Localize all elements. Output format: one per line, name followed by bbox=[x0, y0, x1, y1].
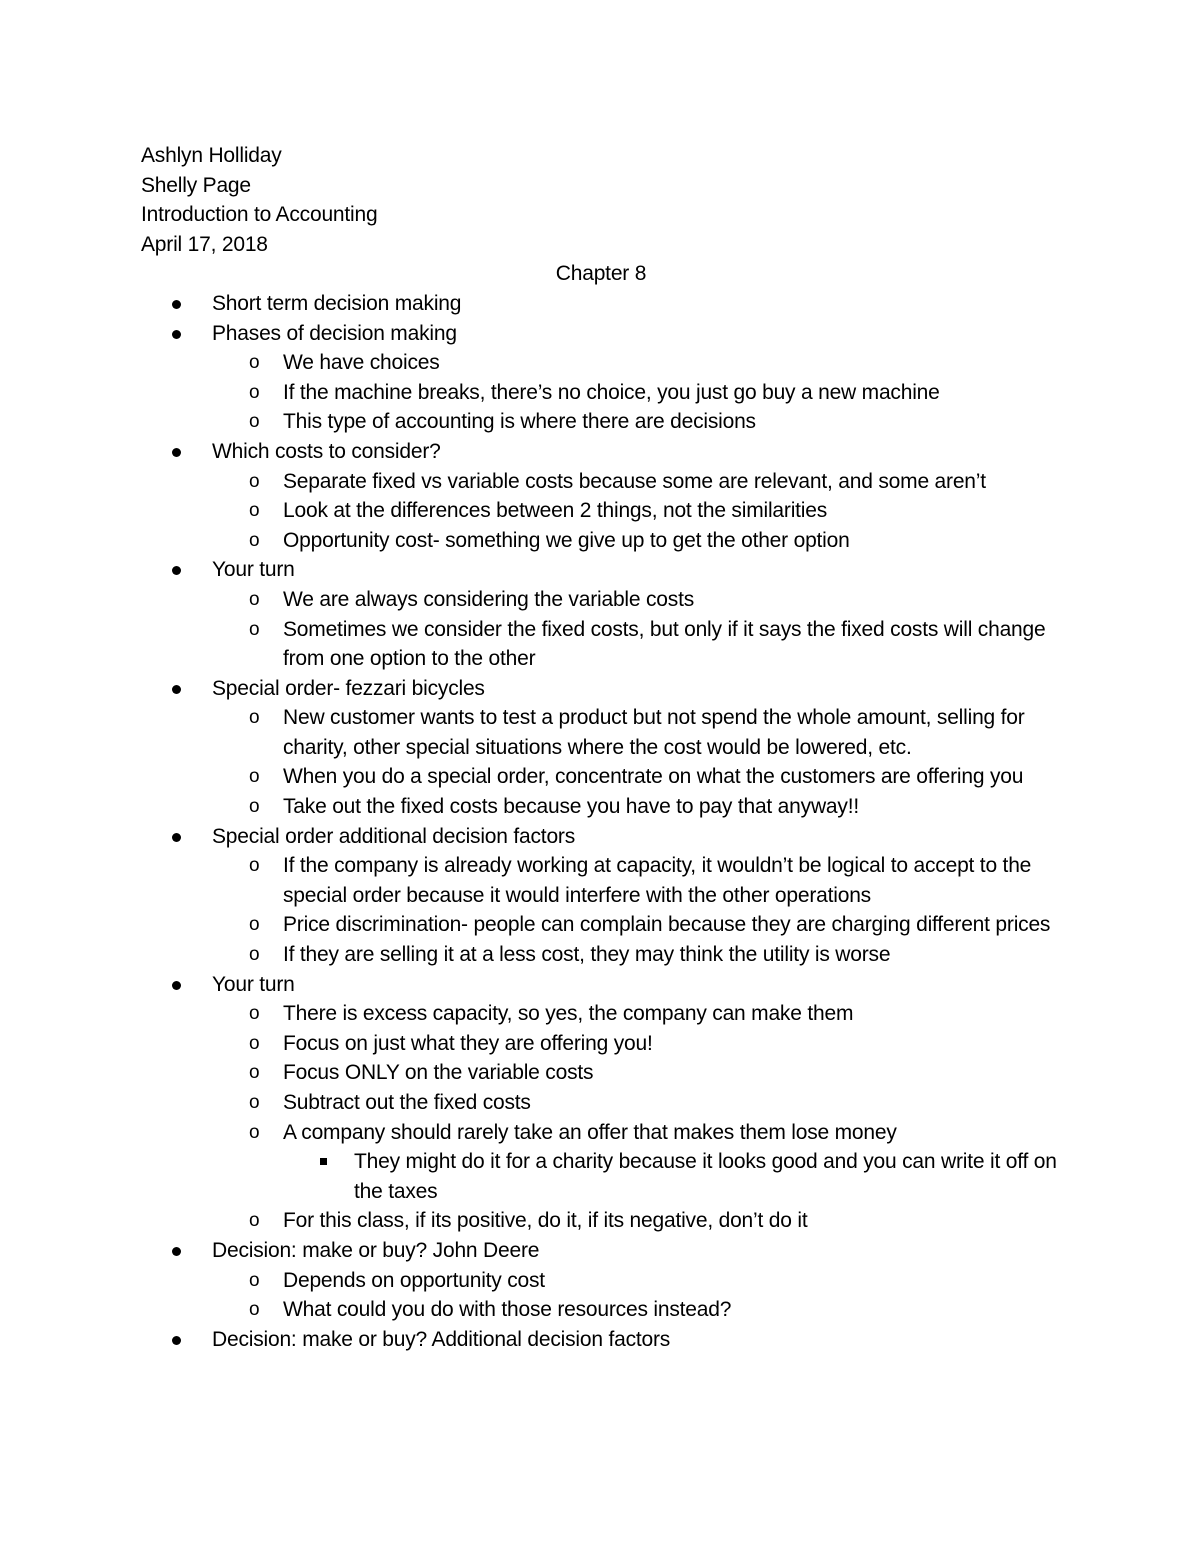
sub-bullet-item bbox=[212, 1029, 1061, 1059]
sub-bullet-item bbox=[212, 407, 1061, 437]
sub-bullet-item bbox=[212, 851, 1061, 910]
hollow-bullet-icon: o bbox=[249, 588, 260, 610]
bullet-item bbox=[141, 319, 1061, 437]
bullet-text: Which costs to consider? bbox=[212, 439, 441, 463]
bullet-item bbox=[141, 970, 1061, 1236]
sub-bullet-item bbox=[212, 1118, 1061, 1207]
sub-list bbox=[212, 348, 1061, 437]
bullet-text: Price discrimination- people can complain because they are charging different prices bbox=[283, 913, 1051, 937]
bullet-item bbox=[141, 555, 1061, 673]
square-bullet-icon bbox=[320, 1147, 330, 1177]
sub-bullet-item bbox=[212, 348, 1061, 378]
hollow-bullet-icon: o bbox=[249, 914, 260, 936]
hollow-bullet-icon: o bbox=[249, 855, 260, 877]
round-bullet-icon bbox=[172, 289, 182, 319]
hollow-bullet-icon: o bbox=[249, 1003, 260, 1025]
sub-bullet-item bbox=[212, 378, 1061, 408]
hollow-bullet-icon: o bbox=[249, 500, 260, 522]
hollow-bullet-icon: o bbox=[249, 796, 260, 818]
sub-bullet-item bbox=[212, 703, 1061, 762]
bullet-text: Depends on opportunity cost bbox=[283, 1268, 545, 1292]
bullet-text: Your turn bbox=[212, 558, 295, 582]
hollow-bullet-icon: o bbox=[249, 1299, 260, 1321]
bullet-text: Special order- fezzari bicycles bbox=[212, 676, 485, 700]
sub-list bbox=[212, 1266, 1061, 1325]
bullet-text: Phases of decision making bbox=[212, 321, 457, 345]
round-bullet-icon bbox=[172, 437, 182, 467]
round-bullet-icon bbox=[172, 970, 182, 1000]
sub-list bbox=[212, 999, 1061, 1236]
bullet-text: New customer wants to test a product but not spend the whole amount, selling for charity, other special situations where the cost would be lowered, etc. bbox=[283, 706, 1025, 759]
bullet-text: A company should rarely take an offer that makes them lose money bbox=[283, 1120, 897, 1144]
bullet-text: This type of accounting is where there are decisions bbox=[283, 410, 756, 434]
sub-bullet-item bbox=[212, 910, 1061, 940]
document-body bbox=[141, 141, 1061, 1354]
sub-bullet-item bbox=[212, 585, 1061, 615]
hollow-bullet-icon: o bbox=[249, 618, 260, 640]
bullet-text: Decision: make or buy? John Deere bbox=[212, 1238, 540, 1262]
hollow-bullet-icon: o bbox=[249, 1121, 260, 1143]
sub-bullet-item bbox=[212, 467, 1061, 497]
sub-list bbox=[212, 851, 1061, 969]
bullet-text: They might do it for a charity because it looks good and you can write it off on the taxes bbox=[354, 1150, 1057, 1203]
sub-bullet-item bbox=[212, 1266, 1061, 1296]
sub-bullet-item bbox=[212, 940, 1061, 970]
hollow-bullet-icon: o bbox=[249, 1062, 260, 1084]
hollow-bullet-icon: o bbox=[249, 766, 260, 788]
round-bullet-icon bbox=[172, 822, 182, 852]
sub-sub-bullet-item bbox=[283, 1147, 1061, 1206]
round-bullet-icon bbox=[172, 1325, 182, 1355]
sub-bullet-item bbox=[212, 1088, 1061, 1118]
hollow-bullet-icon: o bbox=[249, 1269, 260, 1291]
hollow-bullet-icon: o bbox=[249, 529, 260, 551]
bullet-text: Opportunity cost- something we give up to get the other option bbox=[283, 528, 850, 552]
bullet-text: Focus ONLY on the variable costs bbox=[283, 1061, 594, 1085]
bullet-text: Take out the fixed costs because you have to pay that anyway!! bbox=[283, 795, 859, 819]
student-name: Ashlyn Holliday bbox=[141, 144, 282, 167]
bullet-item bbox=[141, 674, 1061, 822]
bullet-text: We have choices bbox=[283, 351, 440, 375]
sub-bullet-item bbox=[212, 999, 1061, 1029]
bullet-item bbox=[141, 822, 1061, 970]
bullet-text: We are always considering the variable costs bbox=[283, 587, 695, 611]
round-bullet-icon bbox=[172, 674, 182, 704]
course-name: Introduction to Accounting bbox=[141, 203, 378, 227]
sub-list bbox=[212, 703, 1061, 821]
bullet-text: If the company is already working at capacity, it wouldn’t be logical to accept to the special order because it would interfere with the other operations bbox=[283, 854, 1032, 907]
bullet-text: Sometimes we consider the fixed costs, but only if it says the fixed costs will change from one option to the other bbox=[283, 617, 1046, 671]
bullet-text: For this class, if its positive, do it, if its negative, don’t do it bbox=[283, 1209, 808, 1233]
round-bullet-icon bbox=[172, 1236, 182, 1266]
hollow-bullet-icon: o bbox=[249, 352, 260, 374]
bullet-text: There is excess capacity, so yes, the company can make them bbox=[283, 1002, 854, 1026]
bullet-text: When you do a special order, concentrate on what the customers are offering you bbox=[283, 765, 1024, 789]
hollow-bullet-icon: o bbox=[249, 1092, 260, 1113]
chapter-title: Chapter 8 bbox=[555, 262, 647, 286]
sub-bullet-item bbox=[212, 1295, 1061, 1325]
sub-bullet-item bbox=[212, 792, 1061, 822]
bullet-item bbox=[141, 289, 1061, 319]
hollow-bullet-icon: o bbox=[249, 1210, 260, 1232]
round-bullet-icon bbox=[172, 319, 182, 349]
bullet-text: If they are selling it at a less cost, they may think the utility is worse bbox=[283, 943, 891, 967]
bullet-text: What could you do with those resources instead? bbox=[283, 1298, 732, 1322]
sub-bullet-item bbox=[212, 526, 1061, 556]
hollow-bullet-icon: o bbox=[249, 1032, 260, 1054]
hollow-bullet-icon: o bbox=[249, 411, 260, 433]
sub-bullet-item bbox=[212, 615, 1061, 674]
hollow-bullet-icon: o bbox=[249, 470, 260, 492]
sub-bullet-item bbox=[212, 1058, 1061, 1088]
sub-list bbox=[212, 585, 1061, 674]
sub-bullet-item bbox=[212, 496, 1061, 526]
sub-bullet-item bbox=[212, 762, 1061, 792]
bullet-text: Short term decision making bbox=[212, 291, 462, 315]
bullet-text: Subtract out the fixed costs bbox=[283, 1091, 531, 1114]
document-date: April 17, 2018 bbox=[141, 232, 268, 256]
bullet-text: Special order additional decision factors bbox=[212, 824, 576, 848]
round-bullet-icon bbox=[172, 555, 182, 585]
hollow-bullet-icon: o bbox=[249, 707, 260, 729]
bullet-item bbox=[141, 1325, 1061, 1355]
hollow-bullet-icon: o bbox=[249, 381, 260, 403]
bullet-text: Focus on just what they are offering you! bbox=[283, 1031, 653, 1055]
bullet-text: If the machine breaks, there’s no choice, you just go buy a new machine bbox=[283, 380, 940, 404]
bullet-item bbox=[141, 437, 1061, 555]
notes-list bbox=[141, 289, 1061, 1354]
bullet-text: Your turn bbox=[212, 972, 295, 996]
bullet-text: Separate fixed vs variable costs because some are relevant, and some aren’t bbox=[283, 469, 986, 493]
bullet-text: Look at the differences between 2 things, not the similarities bbox=[283, 499, 828, 523]
instructor-name: Shelly Page bbox=[141, 173, 251, 197]
bullet-item bbox=[141, 1236, 1061, 1325]
hollow-bullet-icon: o bbox=[249, 944, 260, 966]
sub-list bbox=[212, 467, 1061, 556]
sub-bullet-item bbox=[212, 1206, 1061, 1236]
sub-list bbox=[283, 1147, 1061, 1206]
bullet-text: Decision: make or buy? Additional decision factors bbox=[212, 1327, 671, 1351]
